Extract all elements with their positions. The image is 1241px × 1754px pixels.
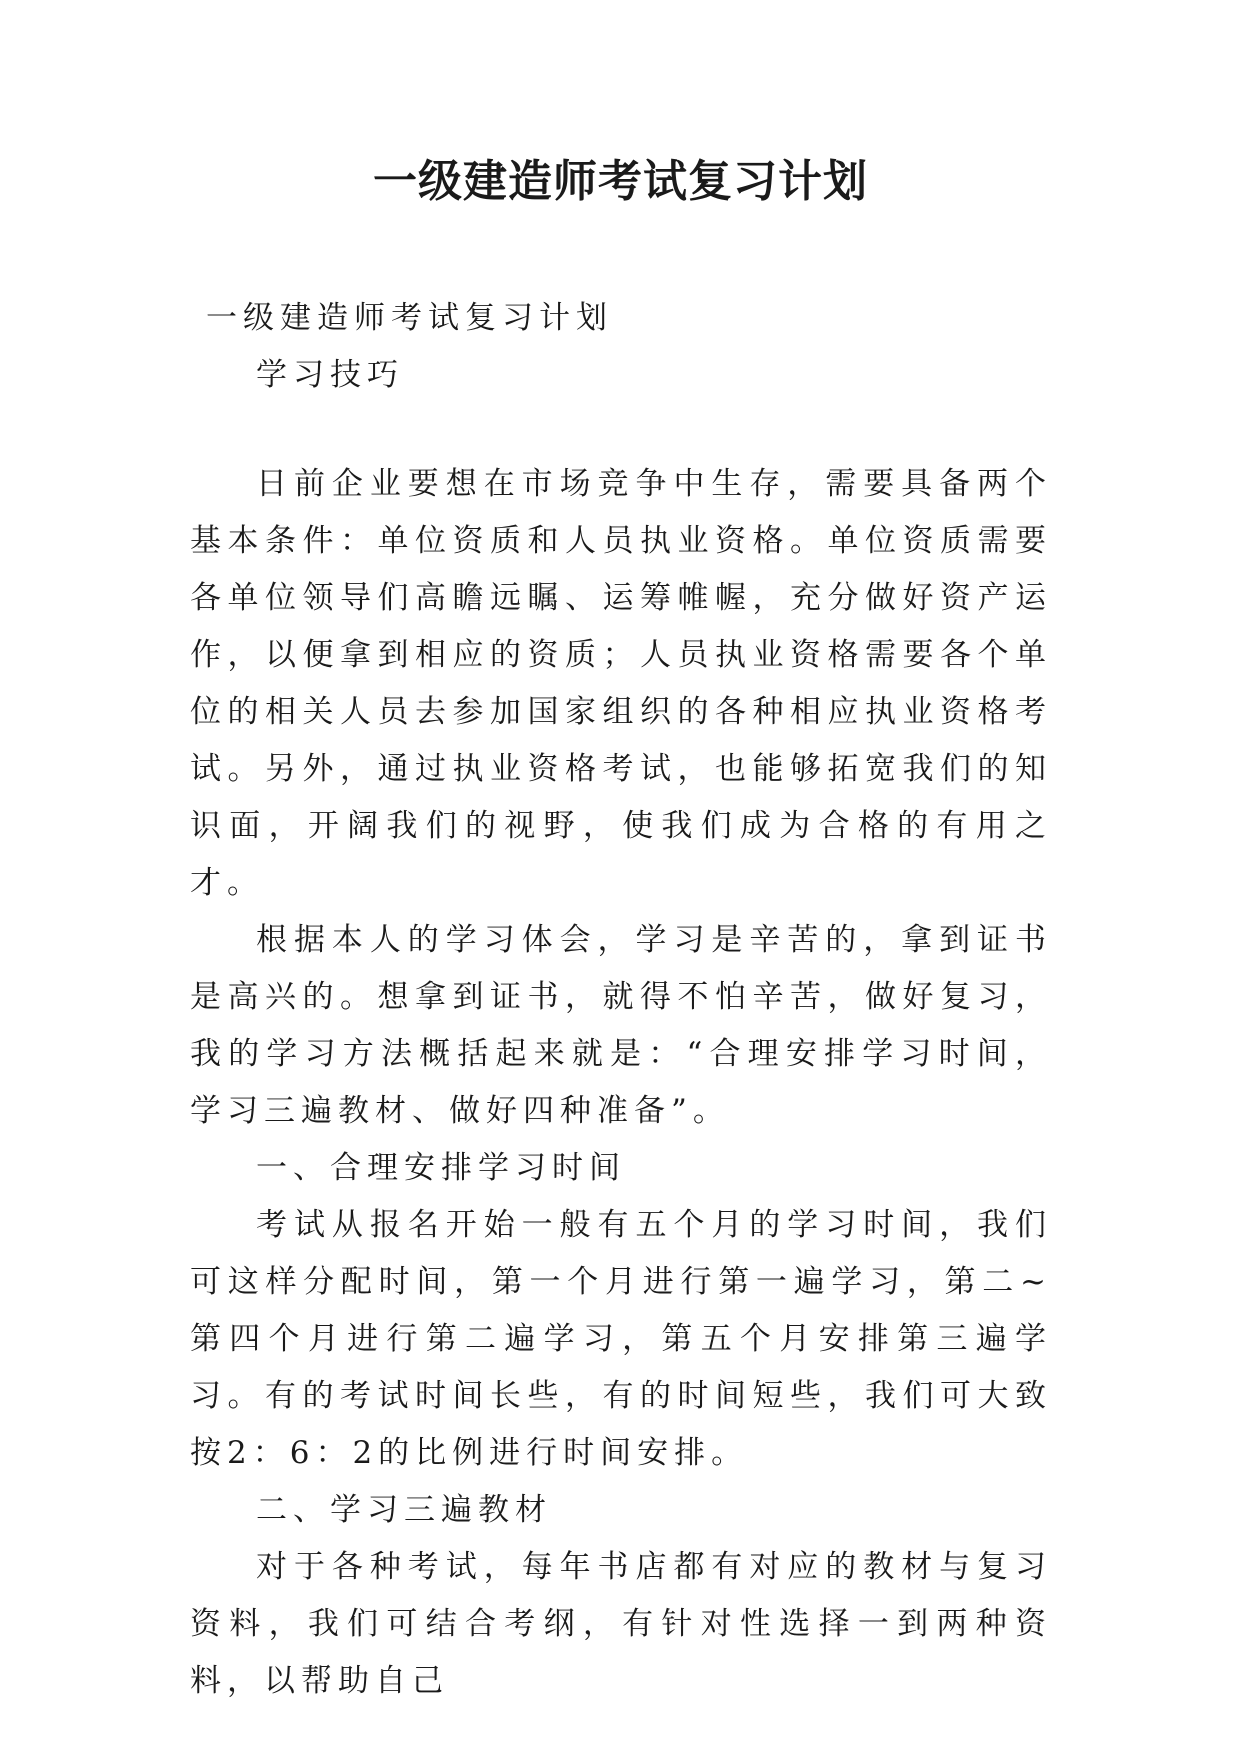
blank-line <box>190 404 1052 456</box>
paragraph-intro: 日前企业要想在市场竞争中生存，需要具备两个基本条件：单位资质和人员执业资格。单位资质需要各单位领导们高瞻远瞩、运筹帷幄，充分做好资产运作，以便拿到相应的资质；人员执业资格需要各个单位的相关人员去参加国家组织的各种相应执业资格考试。另外，通过执业资格考试，也能够拓宽我们的知识面，开阔我们的视野，使我们成为合格的有用之才。 <box>190 466 1052 901</box>
paragraph-method: 根据本人的学习体会，学习是辛苦的，拿到证书是高兴的。想拿到证书，就得不怕辛苦，做好复习，我的学习方法概括起来就是：“合理安排学习时间，学习三遍教材、做好四种准备”。 <box>190 922 1052 1129</box>
document-subtitle: 一级建造师考试复习计划 <box>206 300 613 336</box>
heading-time-arrangement: 一、合理安排学习时间 <box>256 1150 626 1186</box>
heading-three-readings: 二、学习三遍教材 <box>256 1492 552 1528</box>
paragraph-three-readings: 对于各种考试，每年书店都有对应的教材与复习资料，我们可结合考纲，有针对性选择一到两种资料，以帮助自己 <box>190 1549 1052 1699</box>
paragraph-time-arrangement: 考试从报名开始一般有五个月的学习时间，我们可这样分配时间，第一个月进行第一遍学习，第二~第四个月进行第二遍学习，第五个月安排第三遍学习。有的考试时间长些，有的时间短些，我们可大致按2：6：2的比例进行时间安排。 <box>190 1207 1052 1471</box>
section-label: 学习技巧 <box>256 357 404 393</box>
document-body <box>190 290 1052 1710</box>
document-title: 一级建造师考试复习计划 <box>373 156 868 207</box>
